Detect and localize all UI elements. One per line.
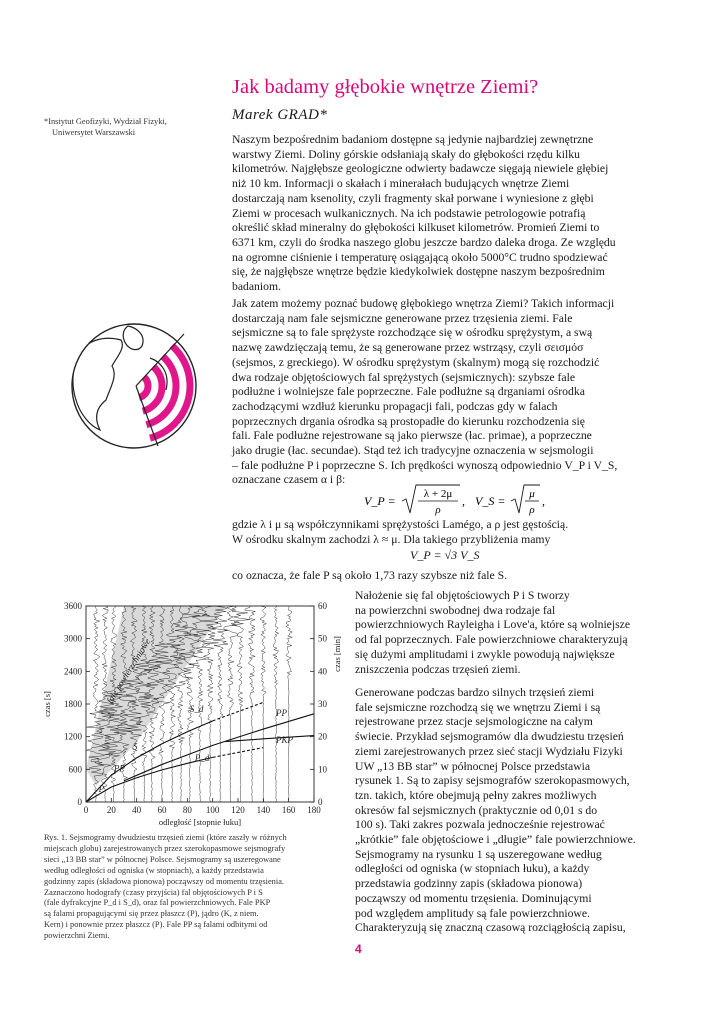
y-right-tick-label: 30 xyxy=(318,699,327,709)
text-line: Naszym bezpośrednim badaniom dostępne są jedynie najbardziej zewnętrzne xyxy=(232,133,594,146)
page-title: Jak badamy głębokie wnętrze Ziemi? xyxy=(232,76,539,98)
y-axis-label: czas [s] xyxy=(42,691,52,717)
y-tick-label: 3000 xyxy=(64,633,82,644)
formula-numerator: λ + 2μ xyxy=(423,488,453,500)
formula-separator: , xyxy=(462,494,465,508)
caption-line: powierzchni Ziemi. xyxy=(44,931,110,941)
text-line: (sejsmos, z greckiego). W ośrodku sprężystym (skalnym) mogą się rozchodzić xyxy=(232,355,600,369)
caption-line: miejscach globu) zarejestrowanych przez szerokopasmowe sejsmografy xyxy=(44,843,286,853)
text-line: podłużne i wolniejsze fale poprzeczne. Fale podłużne są drganiami ośrodka xyxy=(232,385,585,399)
text-line: kilometrów. Najgłębsze geologiczne odwierty badawcze sięgają niewiele głębiej xyxy=(232,162,609,176)
x-tick-label: 180 xyxy=(307,805,321,815)
text-line: począwszy od momentu trzęsienia. Dominującymi xyxy=(355,891,592,905)
affiliation xyxy=(44,116,214,138)
formula-lhs2: V_S = xyxy=(475,494,506,508)
text-line: rysunek 1. Są to zapisy sejsmografów szerokopasmowych, xyxy=(355,774,630,788)
paragraph-seismic-waves xyxy=(232,297,692,488)
paragraph-surface-waves xyxy=(355,589,695,677)
text-line: Ziemi w procesach wulkanicznych. Na ich podstawie petrologowie potrafią xyxy=(232,206,586,220)
x-tick-label: 80 xyxy=(182,805,192,815)
y-tick-label: 2400 xyxy=(64,666,82,677)
caption-line: są falami propagującymi się przez płaszcz (P), jądro (K, z niem. xyxy=(44,909,259,919)
paragraph-lame xyxy=(232,518,692,547)
formula-numerator2: μ xyxy=(529,488,535,500)
curve-label: PKP xyxy=(276,735,293,746)
text-line: zachodzącymi wzdłuż kierunku propagacji fali, podczas gdy w falach xyxy=(232,399,558,413)
text-line: niż 10 km. Informacji o skałach i minerałach budujących wnętrze Ziemi xyxy=(232,177,570,191)
text-line: rejestrowane przez stacje sejsmologiczne na całym xyxy=(355,715,593,729)
text-line: co oznacza, że fale P są około 1,73 razy szybsze niż fale S. xyxy=(232,569,508,582)
text-line: oznaczane czasem α i β: xyxy=(232,473,346,487)
x-tick-label: 40 xyxy=(132,805,142,815)
y-tick-label: 3600 xyxy=(64,601,82,611)
caption-line: (fale dyfrakcyjne P_d i S_d), oraz fal powierzchniowych. Fale PKP xyxy=(44,898,271,908)
curve-label: P_d xyxy=(194,753,210,764)
text-line: ziemi zarejestrowanych przez sieć stacji Wydziału Fizyki xyxy=(355,744,623,758)
text-line: zniszczenia podczas trzęsień ziemi. xyxy=(355,662,521,676)
text-line: fale sejsmiczne rozchodzą się we wnętrzu Ziemi i są xyxy=(355,700,601,714)
text-line: odległości od ogniska (w stopniach łuku), a każdy xyxy=(355,862,590,876)
y-right-tick-label: 40 xyxy=(318,666,327,677)
y-right-tick-label: 20 xyxy=(318,731,327,742)
x-tick-label: 0 xyxy=(83,805,89,815)
y-tick-label: 600 xyxy=(68,764,82,775)
text-line: nazwę zawdzięczają temu, że są generowane przez wstrząsy, czyli σεισμόσ xyxy=(232,341,584,355)
affiliation-line: *Instytut Geofizyki, Wydział Fizyki, xyxy=(44,117,167,126)
text-line: na ogromne ciśnienie i temperaturę osiągającą około 5000°C trudno spodziewać xyxy=(232,250,608,264)
text-line: dostarczają nam fale sejsmiczne generowane przez trzęsienia ziemi. Fale xyxy=(232,311,573,325)
x-tick-label: 60 xyxy=(157,805,167,815)
y-right-tick-label: 10 xyxy=(318,764,327,775)
text-line: 6371 km, czyli do środka naszego globu jeszcze bardzo daleka droga. Ze względu xyxy=(232,235,616,249)
text-line: Nałożenie się fal objętościowych P i S tworzy xyxy=(355,589,570,602)
caption-line: sieci „13 BB star” w północnej Polsce. Sejsmogramy są uszeregowane xyxy=(44,854,281,864)
seismogram-chart xyxy=(36,592,346,830)
x-tick-label: 120 xyxy=(231,805,245,815)
formula-denominator: ρ xyxy=(435,504,441,516)
x-tick-label: 140 xyxy=(256,805,271,815)
curve-label: PP xyxy=(276,707,287,718)
surface-wave-label: fale powierzchniowe xyxy=(104,636,153,706)
x-tick-label: 100 xyxy=(205,805,220,815)
paragraph-ratio xyxy=(232,569,692,584)
text-line: 100 s). Taki zakres pozwala jednocześnie rejestrować xyxy=(355,818,605,832)
affiliation-line: Uniwersytet Warszawski xyxy=(52,128,136,137)
curve-label: PP xyxy=(113,763,125,774)
curve-label: P xyxy=(98,784,105,795)
velocity-ratio-formula: V_P = √3 V_S xyxy=(410,548,480,562)
paragraph-recordings xyxy=(355,686,695,936)
caption-line: Rys. 1. Sejsmogramy dwudziestu trzęsień ziemi (które zaszły w różnych xyxy=(44,833,287,842)
text-line: pod względem amplitudy są fale powierzchniowe. xyxy=(355,906,590,920)
y-axis-right-label: czas [min] xyxy=(332,636,342,672)
text-line: określić skład mineralny do głębokości kilkuset kilometrów. Promień Ziemi to xyxy=(232,221,600,235)
globe-illustration xyxy=(66,318,206,453)
text-line: jako drugie (łac. secundae). Stąd też ich tradycyjne oznaczenia w sejsmologii xyxy=(232,444,594,458)
text-line: przedstawia godzinny zapis (składowa pionowa) xyxy=(355,877,583,891)
caption-line: Kern) i ponownie przez płaszcz (P). Fale PP są falami odbitymi od xyxy=(44,920,268,930)
text-line: na powierzchni swobodnej dwa rodzaje fal xyxy=(355,603,556,617)
caption-line: Zaznaczono hodografy (czasy przyjścia) fal objętościowych P i S xyxy=(44,887,263,897)
text-line: się, że najgłębsze wnętrze będzie kiedykolwiek dostępne naszym bezpośrednim xyxy=(232,265,605,279)
y-right-tick-label: 50 xyxy=(318,633,327,644)
text-line: od fal poprzecznych. Fale powierzchniowe charakteryzują xyxy=(355,633,628,647)
x-axis-label: odległość [stopnie łuku] xyxy=(158,817,242,827)
x-tick-label: 160 xyxy=(281,805,296,815)
text-line: okresów fal sejsmicznych (praktycznie od 0,01 s do xyxy=(355,803,598,817)
text-line: Sejsmogramy na rysunku 1 są uszeregowane według xyxy=(355,847,602,861)
text-line: dwa rodzaje objętościowych fal sprężystych (sejsmicznych): szybsze fale xyxy=(232,370,576,384)
curve-label: S xyxy=(132,741,138,752)
text-line: – fale podłużne P i poprzeczne S. Ich prędkości wynoszą odpowiednio V_P i V_S, xyxy=(232,458,618,472)
text-line: warstwy Ziemi. Doliny górskie odsłaniają skały do głębokości rzędu kilku xyxy=(232,147,580,161)
y-tick-label: 0 xyxy=(77,797,82,807)
text-line: poprzecznych drgania ośrodka są prostopadłe do kierunku rozchodzenia się xyxy=(232,414,585,428)
figure-caption xyxy=(44,833,344,942)
text-line: W ośrodku skalnym zachodzi λ ≈ μ. Dla takiego przybliżenia mamy xyxy=(232,532,551,546)
curve-label: S_d xyxy=(189,704,204,715)
y-right-tick-label: 0 xyxy=(318,797,323,807)
text-line: tzn. takich, które obejmują pełny zakres możliwych xyxy=(355,788,597,802)
text-line: Jak zatem możemy poznać budowę głębokiego wnętrza Ziemi? Takich informacji xyxy=(232,297,615,310)
text-line: się dużymi amplitudami i zwykle powodują największe xyxy=(355,647,615,661)
text-line: świecie. Przykład sejsmogramów dla dwudziestu trzęsień xyxy=(355,730,624,744)
page-number: 4 xyxy=(355,942,362,956)
x-tick-label: 20 xyxy=(106,805,116,815)
text-line: Generowane podczas bardzo silnych trzęsień ziemi xyxy=(355,686,595,699)
formula-lhs: V_P = xyxy=(364,494,396,508)
text-line: badaniom. xyxy=(232,280,282,294)
paragraph-intro xyxy=(232,133,692,295)
text-line: gdzie λ i μ są współczynnikami sprężystości Lamégo, a ρ jest gęstością. xyxy=(232,518,569,531)
text-line: sejsmiczne są to fale sprężyste rozchodzące się w ośrodku sprężystym, a swą xyxy=(232,326,593,340)
y-right-tick-label: 60 xyxy=(318,601,327,611)
caption-line: według odległości od ogniska (w stopniach), a każdy przedstawia xyxy=(44,865,264,875)
y-tick-label: 1800 xyxy=(64,699,82,709)
caption-line: godzinny zapis (składowa pionowa) począwszy od momentu trzęsienia. xyxy=(44,876,285,886)
author-name: Marek GRAD* xyxy=(232,107,328,123)
text-line: UW „13 BB star” w północnej Polsce przedstawia xyxy=(355,759,591,773)
text-line: powierzchniowych Rayleigha i Love'a, które są wolniejsze xyxy=(355,618,631,632)
y-tick-label: 1200 xyxy=(64,731,82,742)
formula-end: , xyxy=(542,494,545,508)
formula-denominator2: ρ xyxy=(529,504,535,516)
text-line: „krótkie” fale objętościowe i „długie” fale powierzchniowe. xyxy=(355,833,636,847)
text-line: Charakteryzują się znaczną czasową rozciągłością zapisu, xyxy=(355,921,626,935)
text-line: fali. Fale podłużne rejestrowane są jako pierwsze (łac. primae), a poprzeczne xyxy=(232,429,592,443)
velocity-formula xyxy=(360,483,560,519)
text-line: dostarczają nam ksenolity, czyli fragmenty skał porwane i wyniesione z głębi xyxy=(232,191,594,205)
